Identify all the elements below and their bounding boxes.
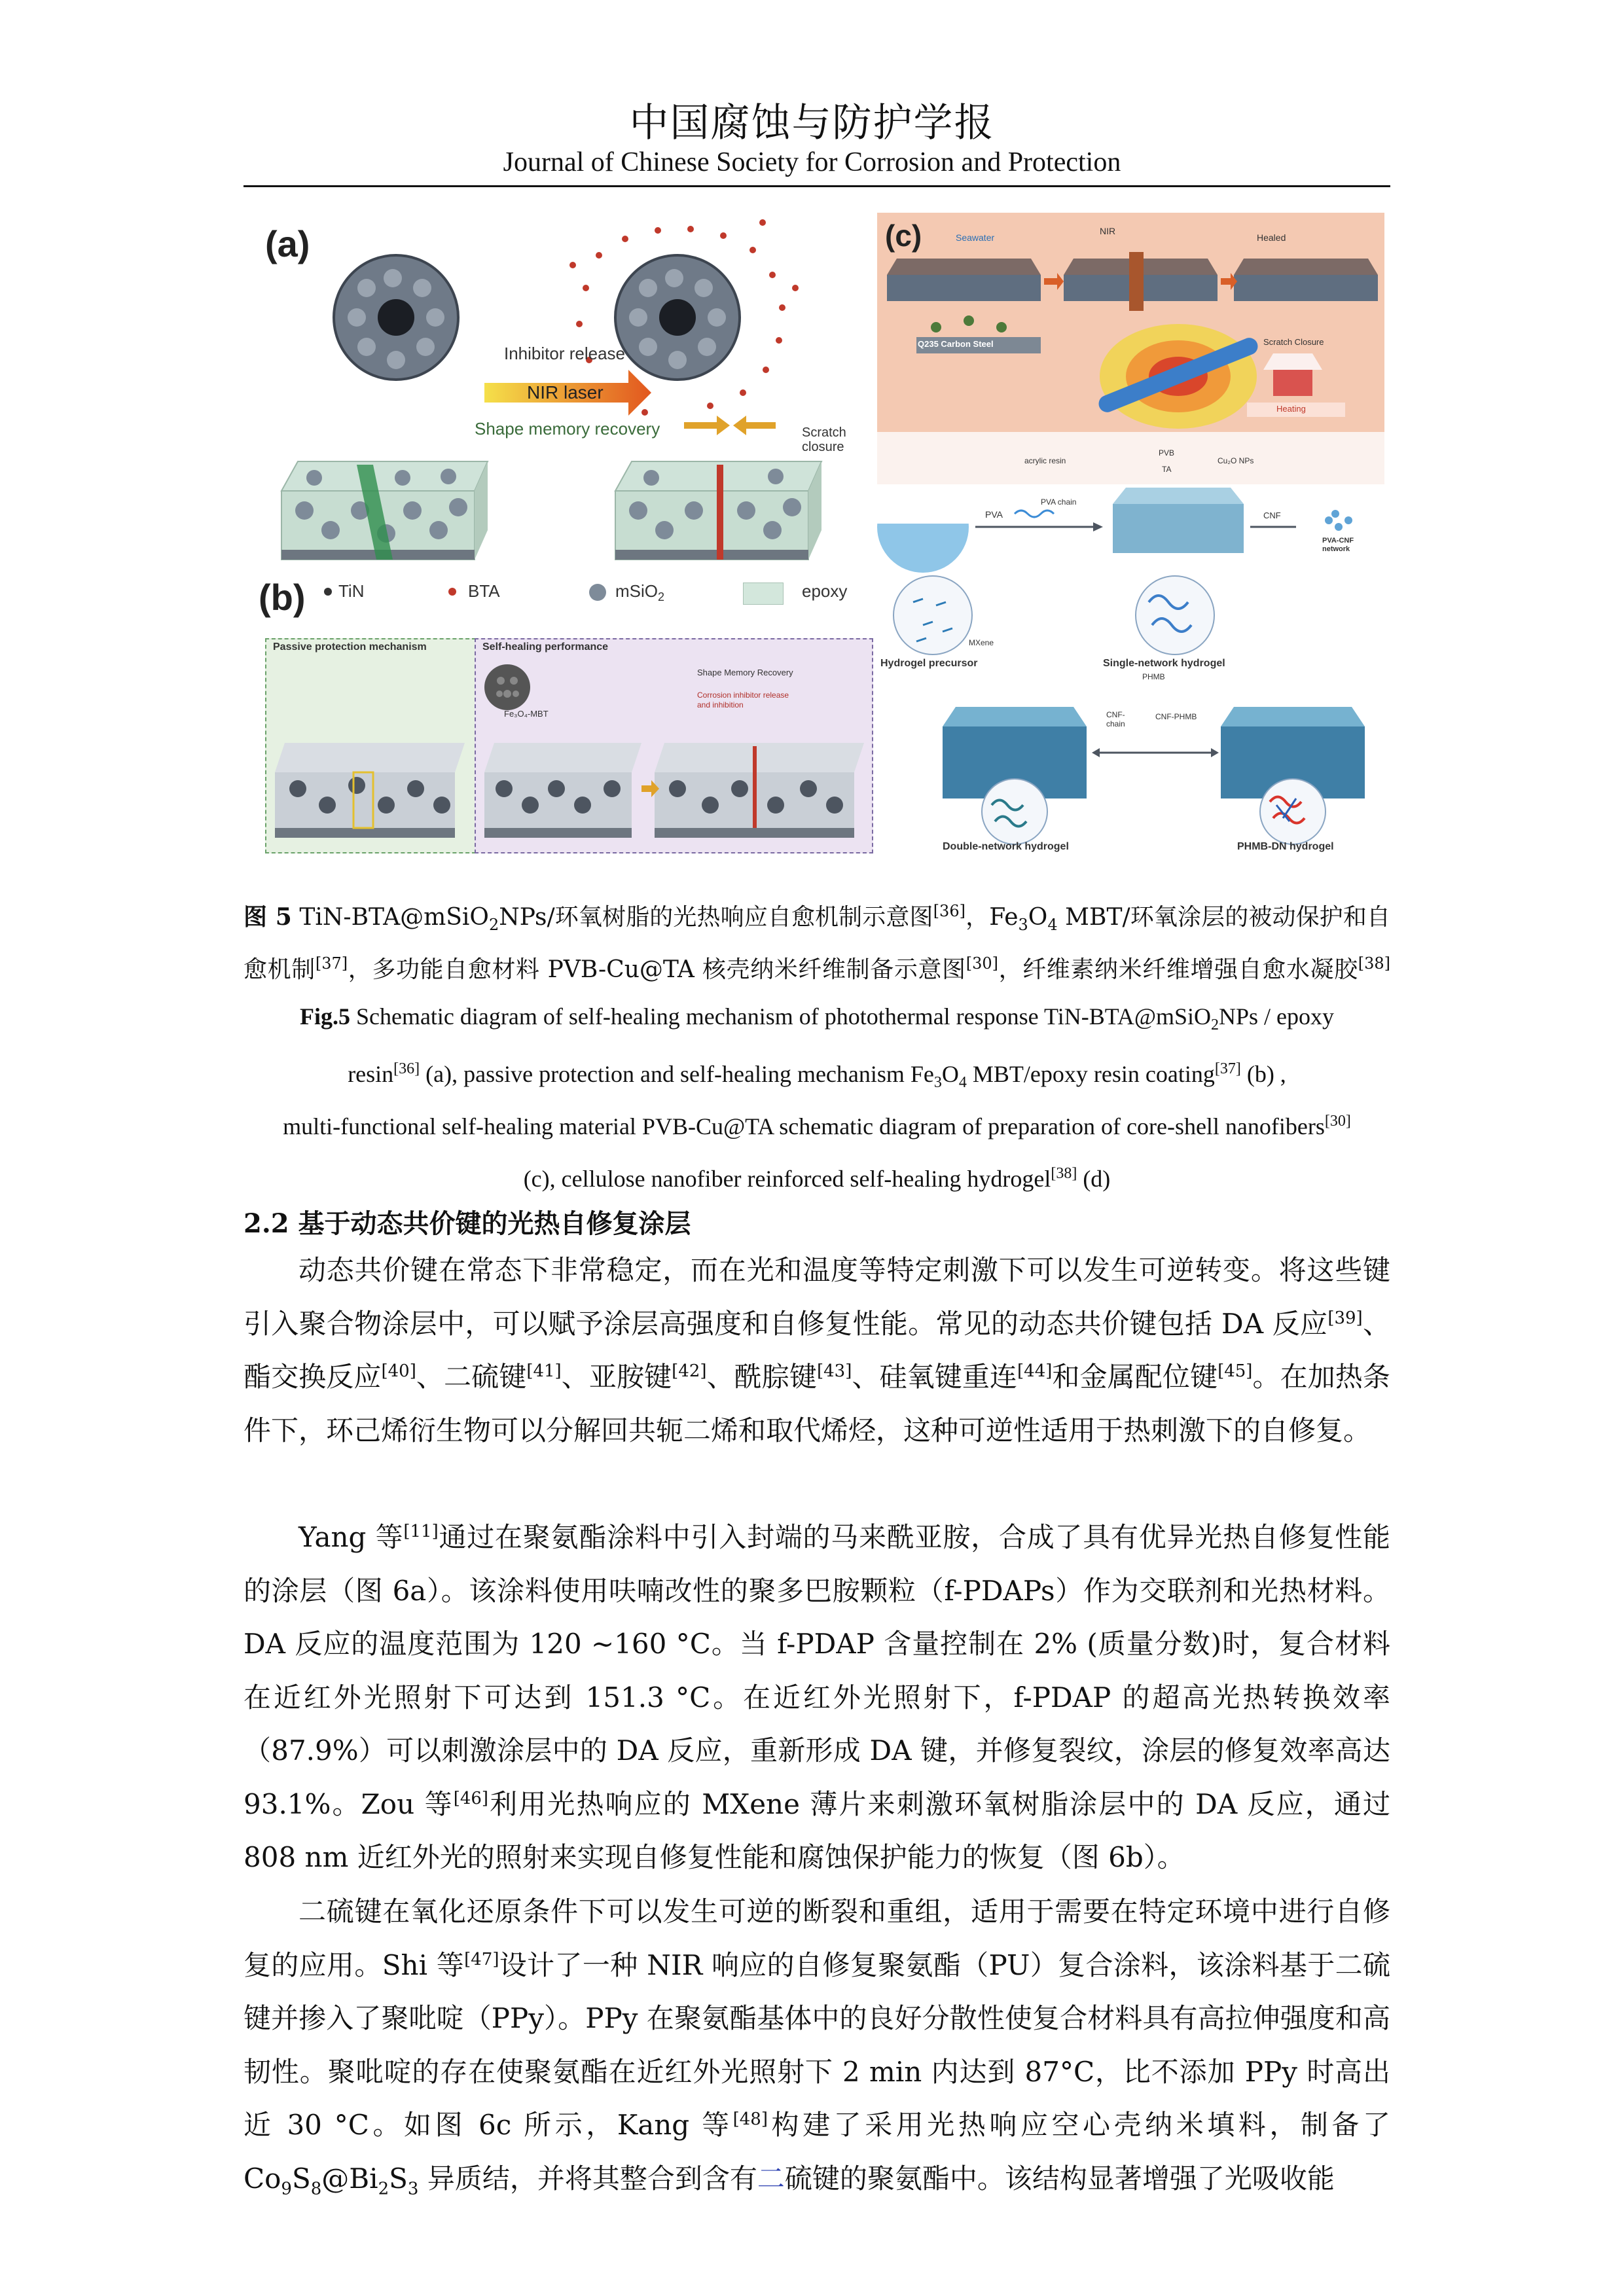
label-cnf: CNF — [1263, 511, 1281, 520]
label-pva-chain: PVA chain — [1041, 497, 1077, 507]
label-ta: TA — [1162, 465, 1172, 474]
label-cu2o: Cu₂O NPs — [1218, 456, 1254, 465]
caption-en-line3: multi-functional self-healing material PVB-Cu@TA schematic diagram of preparation of core-shell nanofibers[30] — [283, 1113, 1351, 1139]
label-pva: PVA — [985, 509, 1003, 520]
figure-panel-c — [877, 213, 1384, 484]
label-scratch-closure: Scratch closure — [802, 425, 846, 454]
label-single: Single-network hydrogel — [1103, 658, 1225, 669]
figure-panel-d — [877, 484, 1384, 854]
corr-label: Corrosion inhibitor release and inhibition — [697, 691, 789, 709]
legend-msio2: mSiO$_2$ — [615, 581, 665, 604]
figure-panel-b — [259, 576, 877, 857]
journal-title-cn: 中国腐蚀与防护学报 — [629, 100, 995, 146]
label-heating: Heating — [1276, 404, 1306, 414]
section-heading: 2.2 基于动态共价键的光热自修复涂层 — [244, 1208, 691, 1239]
label-phmb-dn: PHMB-DN hydrogel — [1237, 841, 1334, 852]
legend-tin: TiN — [338, 581, 365, 601]
legend-bta: BTA — [468, 581, 500, 601]
caption-cn-line2: 愈机制[37]，多功能自愈材料 PVB-Cu@TA 核壳纳米纤维制备示意图[30]，纤维素纳米纤维增强自愈水凝胶[38] — [244, 954, 1390, 983]
label-precursor: Hydrogel precursor — [880, 658, 978, 669]
label-cnf-chain: CNF-chain — [1106, 710, 1125, 728]
smr-label: Shape Memory Recovery — [697, 668, 793, 677]
label-mxene: MXene — [969, 638, 994, 647]
label-pvb: PVB — [1159, 448, 1175, 457]
label-phmb: PHMB — [1142, 672, 1165, 681]
paragraph-2: Yang 等[11]通过在聚氨酯涂料中引入封端的马来酰亚胺，合成了具有优异光热自修复性能的涂层（图 6a）。该涂料使用呋喃改性的聚多巴胺颗粒（f-PDAPs）作为交联剂和光热材料。DA 反应的温度范围为 120 ~160 °C。当 f-PDAP 含量控制在 2% (质量分数)时，复合材料在近红外光照射下可达到 151.3 °C。在近红外光照射下，f-PDAP 的超高光热转换效率（87.9%）可以刺激涂层中的 DA 反应，重新形成 DA 键，并修复裂纹，涂层的修复效率高达 93.1%。Zou 等[46]利用光热响应的 MXene 薄片来刺激环氧树脂涂层中的 DA 反应，通过 808 nm 近红外光的照射来实现自修复性能和腐蚀保护能力的恢复（图 6b）。 — [244, 1521, 1390, 1873]
fe3o4-label: Fe₃O₄-MBT — [504, 709, 549, 719]
label-cnf-phmb: CNF-PHMB — [1155, 712, 1197, 721]
paragraph-3: 二硫键在氧化还原条件下可以发生可逆的断裂和重组，适用于需要在特定环境中进行自修复的应用。Shi 等[47]设计了一种 NIR 响应的自修复聚氨酯（PU）复合涂料，该涂料基于二硫键并掺入了聚吡啶（PPy）。PPy 在聚氨酯基体中的良好分散性使复合材料具有高拉伸强度和高韧性。聚吡啶的存在使聚氨酯在近红外光照射下 2 min 内达到 87°C，比不添加 PPy 时高出近 30 °C。如图 6c 所示，Kang 等[48]构建了采用光热响应空心壳纳米填料，制备了 $Co_9S_8@Bi_2S_3$ 异质结，并将其整合到含有二硫键的聚氨酯中。该结构显著增强了光吸收能 — [244, 1895, 1391, 2198]
label-seawater: Seawater — [956, 232, 995, 243]
caption-en-line2: resin[36] (a), passive protection and self-healing mechanism $Fe_3O_4$ MBT/epoxy resin coating[37] (b) , — [348, 1060, 1286, 1092]
label-healed: Healed — [1257, 232, 1286, 243]
label-double: Double-network hydrogel — [943, 841, 1069, 852]
label-inhibitor-release: Inhibitor release — [504, 344, 625, 363]
header-rule — [244, 185, 1390, 187]
panel-b-label: (b) — [259, 577, 306, 618]
journal-title-en: Journal of Chinese Society for Corrosion and Protection — [503, 147, 1121, 177]
label-pva-cnf: PVA-CNF network — [1322, 537, 1354, 553]
figure-panel-a — [259, 203, 880, 576]
selfheal-title: Self-healing performance — [482, 641, 609, 653]
caption-en-line1: Fig.5 Schematic diagram of self-healing mechanism of photothermal response TiN-BTA@mSiO$_2$NPs / epoxy — [299, 1003, 1335, 1034]
paragraph-1: 动态共价键在常态下非常稳定，而在光和温度等特定刺激下可以发生可逆转变。将这些键引入聚合物涂层中，可以赋予涂层高强度和自修复性能。常见的动态共价键包括 DA 反应[39]、酯交换反应[40]、二硫键[41]、亚胺键[42]、酰腙键[43]、硅氧键重连[44]和金属配位键[45]。在加热条件下，环己烯衍生物可以分解回共轭二烯和取代烯烃，这种可逆性适用于热刺激下的自修复。 — [244, 1254, 1390, 1446]
panel-b-illustration — [259, 576, 877, 857]
label-nir: NIR — [1100, 226, 1116, 236]
label-scratch-closure-c: Scratch Closure — [1263, 337, 1324, 347]
legend-epoxy: epoxy — [802, 581, 848, 601]
label-shape-memory: Shape memory recovery — [475, 419, 660, 439]
caption-cn-line1: 图 5 TiN-BTA@mSiO$_2$NPs/环氧树脂的光热响应自愈机制示意图[36]，$Fe_3O_4$ MBT/环氧涂层的被动保护和自 — [244, 902, 1390, 935]
caption-en-line4: (c), cellulose nanofiber reinforced self-healing hydrogel[38] (d) — [523, 1165, 1111, 1192]
panel-a-label: (a) — [265, 223, 310, 264]
label-nir-laser: NIR laser — [527, 382, 604, 403]
passive-title: Passive protection mechanism — [273, 641, 427, 653]
label-steel: Q235 Carbon Steel — [918, 339, 994, 349]
label-acrylic: acrylic resin — [1024, 456, 1066, 465]
panel-c-legend — [877, 432, 1384, 484]
panel-c-label: (c) — [885, 219, 922, 253]
